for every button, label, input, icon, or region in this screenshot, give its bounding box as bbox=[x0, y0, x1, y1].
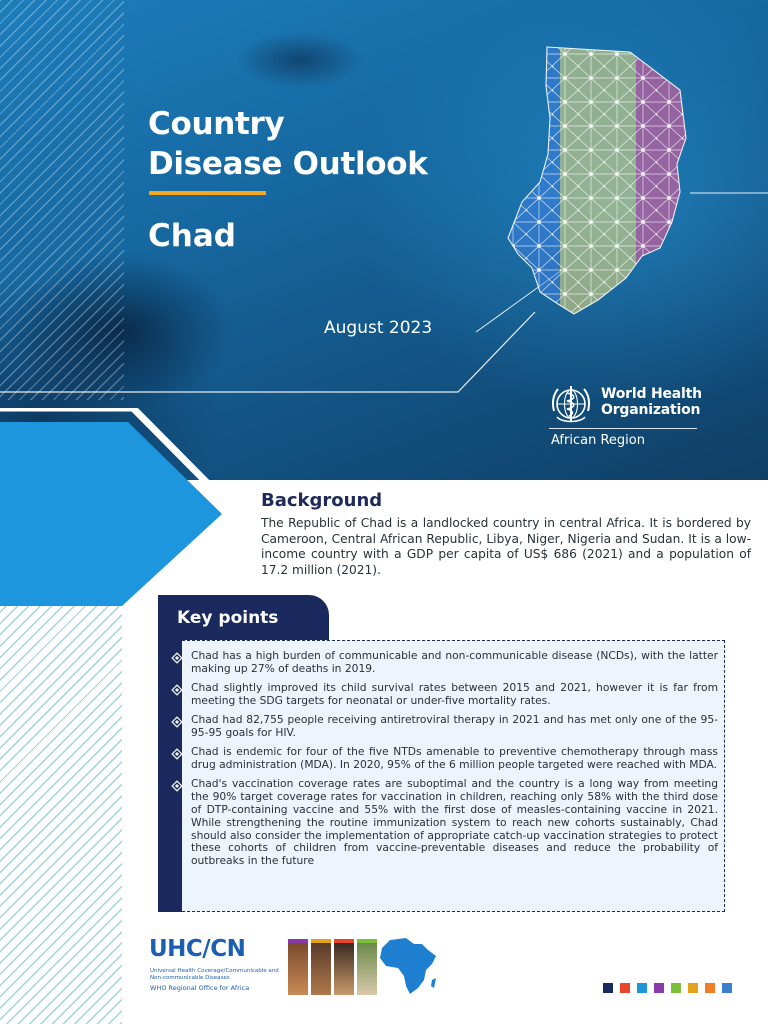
cover-title-line1: Country bbox=[148, 106, 285, 142]
who-regional-office: WHO Regional Office for Africa bbox=[150, 984, 250, 992]
who-region: African Region bbox=[551, 433, 645, 448]
color-square bbox=[722, 983, 732, 993]
footer-color-squares bbox=[603, 983, 732, 993]
photo-tile bbox=[288, 939, 308, 995]
diamond-bullet-icon bbox=[166, 714, 188, 728]
left-hatch-pattern bbox=[0, 600, 122, 1024]
who-name-line2: Organization bbox=[601, 402, 701, 418]
photo-tile bbox=[357, 939, 377, 995]
diamond-bullet-icon bbox=[166, 650, 188, 664]
cover-date: August 2023 bbox=[324, 318, 433, 338]
background-heading: Background bbox=[261, 490, 383, 511]
key-points-title: Key points bbox=[177, 608, 279, 628]
color-square bbox=[705, 983, 715, 993]
list-item bbox=[166, 682, 718, 708]
diamond-bullet-icon bbox=[166, 746, 188, 760]
key-points-list bbox=[166, 650, 718, 874]
cover-title-line2: Disease Outlook bbox=[148, 146, 428, 182]
list-item bbox=[166, 714, 718, 740]
photo-strip bbox=[288, 939, 377, 995]
list-item bbox=[166, 746, 718, 772]
title-accent-rule bbox=[149, 191, 266, 195]
photo-tile bbox=[334, 939, 354, 995]
cover-country: Chad bbox=[148, 218, 236, 254]
who-divider bbox=[549, 428, 697, 429]
diamond-bullet-icon bbox=[166, 778, 188, 792]
uhc-cn-logo: UHC/CN bbox=[149, 936, 246, 962]
diamond-bullet-icon bbox=[166, 682, 188, 696]
who-name-line1: World Health bbox=[601, 386, 702, 402]
color-square bbox=[637, 983, 647, 993]
chad-network-map bbox=[500, 42, 718, 330]
cover-title bbox=[148, 104, 428, 184]
africa-map-icon bbox=[376, 936, 440, 996]
color-square bbox=[620, 983, 630, 993]
photo-tile bbox=[311, 939, 331, 995]
color-square bbox=[688, 983, 698, 993]
key-point-text: Chad slightly improved its child survival rates between 2015 and 2021, however it is far from meeting the SDG targets for neonatal or under-five mortality rates. bbox=[191, 681, 718, 707]
who-name bbox=[601, 386, 702, 418]
who-emblem-icon bbox=[548, 381, 594, 427]
color-square bbox=[671, 983, 681, 993]
list-item bbox=[166, 778, 718, 868]
color-square bbox=[654, 983, 664, 993]
key-point-text: Chad has a high burden of communicable and non-communicable disease (NCDs), with the latter making up 27% of deaths in 2019. bbox=[191, 649, 718, 675]
uhc-cn-subtitle: Universal Health Coverage/Communicable and Non-communicable Diseases bbox=[150, 968, 279, 981]
background-text: The Republic of Chad is a landlocked country in central Africa. It is bordered by Cameroon, Central African Republic, Libya, Niger, Nigeria and Sudan. It is a low-income country with a GDP per capita of US$ 686 (2021) and a population of 17.2 million (2021). bbox=[261, 516, 751, 577]
key-point-text: Chad had 82,755 people receiving antiretroviral therapy in 2021 and has met only one of the 95-95-95 goals for HIV. bbox=[191, 713, 718, 739]
key-point-text: Chad's vaccination coverage rates are suboptimal and the country is a long way from meeting the 90% target coverage rates for vaccination in children, reaching only 58% with the third dose of DTP-containing vaccine and 55% with the first dose of measles-containing vaccine in 2021. While strengthening the routine immunization system to reach new cohorts sustainably, Chad should also consider the implementation of appropriate catch-up vaccination strategies to protect these cohorts of children from vaccine-preventable diseases and reduce the probability of outbreaks in the future bbox=[191, 777, 718, 868]
blue-chevron-shape bbox=[0, 408, 230, 608]
key-point-text: Chad is endemic for four of the five NTDs amenable to preventive chemotherapy through mass drug administration (MDA). In 2020, 95% of the 6 million people targeted were reached with MDA. bbox=[191, 745, 718, 772]
color-square bbox=[603, 983, 613, 993]
list-item bbox=[166, 650, 718, 676]
